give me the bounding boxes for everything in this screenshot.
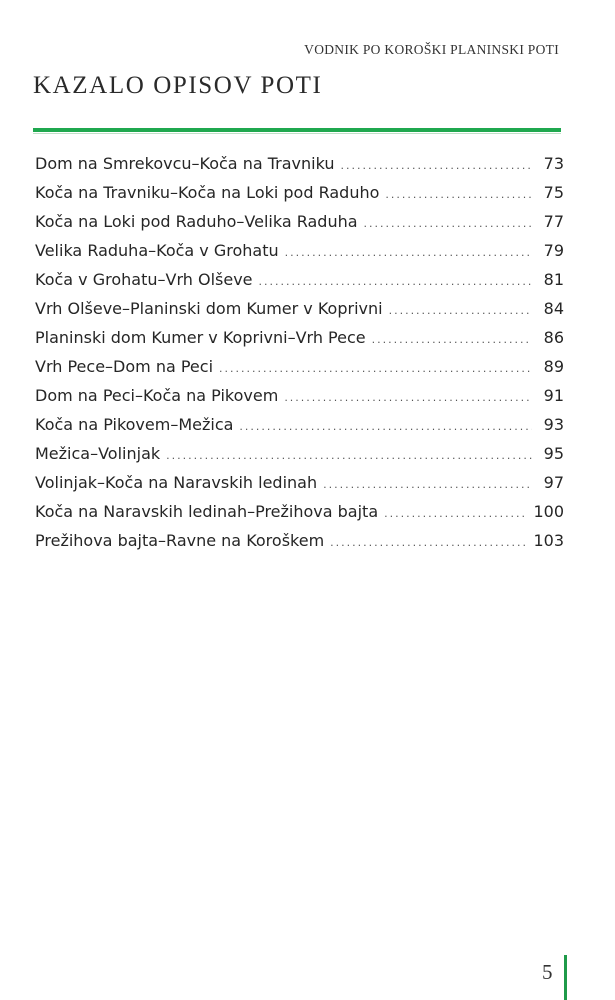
toc-entry [35, 270, 564, 299]
toc-entry [35, 328, 564, 357]
toc-entry [35, 183, 564, 212]
title-rule [33, 128, 561, 132]
toc-entry-label: Koča na Pikovem–Mežica [35, 415, 234, 434]
toc-entry-page: 91 [543, 386, 564, 405]
toc-entry-label: Vrh Pece–Dom na Peci [35, 357, 214, 376]
toc-leader-dots [384, 507, 527, 520]
running-head: VODNIK PO KOROŠKI PLANINSKI POTI [304, 42, 559, 57]
toc-leader-dots [364, 217, 532, 230]
toc-entry-page: 100 [533, 502, 564, 521]
toc-entry-page: 81 [543, 270, 564, 289]
toc-leader-dots [323, 478, 532, 491]
toc-leader-dots [330, 536, 527, 549]
toc-entry [35, 473, 564, 502]
toc-list [35, 154, 564, 560]
toc-entry-label: Koča na Travniku–Koča na Loki pod Raduho [35, 183, 380, 202]
toc-entry [35, 241, 564, 270]
page-title: KAZALO OPISOV POTI [33, 72, 323, 99]
toc-leader-dots [372, 333, 532, 346]
toc-entry-label: Dom na Peci–Koča na Pikovem [35, 386, 279, 405]
toc-entry [35, 415, 564, 444]
toc-entry-label: Vrh Olševe–Planinski dom Kumer v Koprivni [35, 299, 383, 318]
toc-entry-label: Koča na Loki pod Raduho–Velika Raduha [35, 212, 358, 231]
toc-entry [35, 357, 564, 386]
toc-entry [35, 386, 564, 415]
toc-leader-dots [385, 188, 532, 201]
toc-entry-page: 103 [533, 531, 564, 550]
toc-entry-page: 89 [543, 357, 564, 376]
toc-entry-label: Dom na Smrekovcu–Koča na Travniku [35, 154, 335, 173]
toc-entry-page: 75 [543, 183, 564, 202]
edge-marker [564, 955, 567, 1000]
toc-leader-dots [284, 391, 532, 404]
toc-entry-page: 93 [543, 415, 564, 434]
toc-entry-label: Planinski dom Kumer v Koprivni–Vrh Pece [35, 328, 366, 347]
toc-entry-page: 79 [543, 241, 564, 260]
title-rule-shadow [33, 133, 561, 134]
page-number: 5 [542, 960, 553, 984]
toc-entry-label: Koča v Grohatu–Vrh Olševe [35, 270, 253, 289]
toc-leader-dots [239, 420, 532, 433]
toc-entry-label: Koča na Naravskih ledinah–Prežihova bajta [35, 502, 379, 521]
toc-entry-page: 73 [543, 154, 564, 173]
toc-entry-page: 77 [543, 212, 564, 231]
toc-entry [35, 299, 564, 328]
toc-entry-label: Volinjak–Koča na Naravskih ledinah [35, 473, 318, 492]
toc-leader-dots [166, 449, 532, 462]
toc-entry-page: 97 [543, 473, 564, 492]
toc-entry-page: 84 [543, 299, 564, 318]
toc-entry-page: 95 [543, 444, 564, 463]
toc-entry [35, 531, 564, 560]
toc-leader-dots [285, 246, 532, 259]
toc-entry [35, 154, 564, 183]
toc-leader-dots [219, 362, 532, 375]
toc-leader-dots [259, 275, 533, 288]
toc-entry [35, 502, 564, 531]
toc-leader-dots [341, 159, 533, 172]
toc-entry-label: Velika Raduha–Koča v Grohatu [35, 241, 279, 260]
toc-entry-label: Prežihova bajta–Ravne na Koroškem [35, 531, 325, 550]
toc-entry-label: Mežica–Volinjak [35, 444, 161, 463]
toc-leader-dots [389, 304, 532, 317]
toc-entry [35, 444, 564, 473]
toc-entry-page: 86 [543, 328, 564, 347]
toc-entry [35, 212, 564, 241]
